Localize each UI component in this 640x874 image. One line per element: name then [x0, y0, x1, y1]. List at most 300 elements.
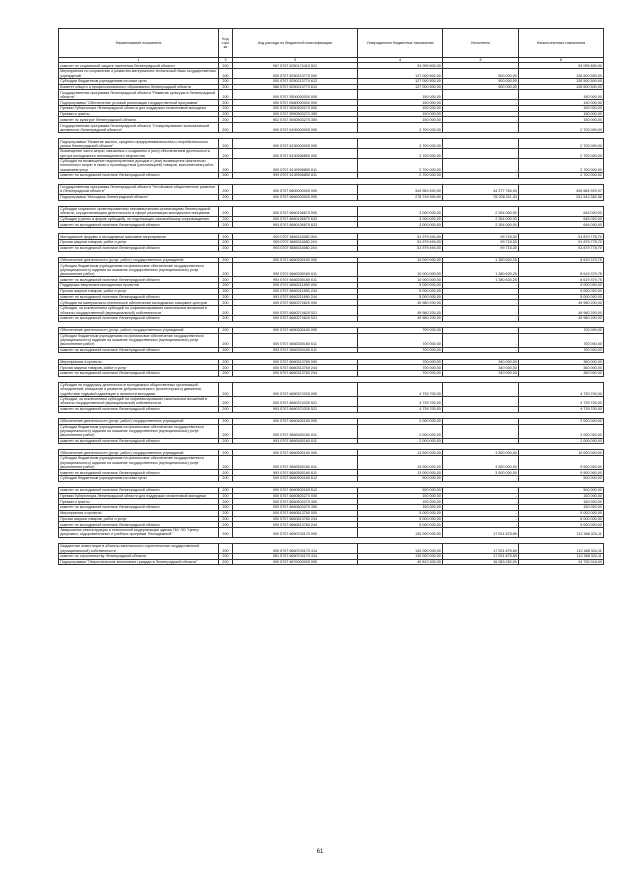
- row-remaining: 360 000,00: [519, 365, 604, 371]
- row-approved: 2 700 000,00: [358, 123, 443, 133]
- row-line-code: 200: [219, 418, 233, 424]
- row-line-code: 200: [219, 283, 233, 289]
- row-approved: 5 000 000,00: [358, 283, 443, 289]
- row-approved: 3 000 000,00: [358, 206, 443, 216]
- row-approved: 2 700 000,00: [358, 159, 443, 173]
- row-remaining: 2 700 000,00: [519, 139, 604, 149]
- row-executed: 1 380 620,25: [443, 277, 519, 283]
- row-approved: 10 000 000,00: [358, 277, 443, 283]
- row-remaining: 2 000 000,00: [519, 418, 604, 424]
- row-budget-code: 000 0707 6660106670 633: [233, 216, 358, 222]
- row-remaining: 360 000,00: [519, 359, 604, 365]
- row-approved: 127 000 500,00: [358, 78, 443, 84]
- row-approved: 700 000,00: [358, 327, 443, 333]
- table-row: [59, 149, 604, 159]
- row-budget-code: 000 0707 5550503270 000: [233, 106, 358, 112]
- row-budget-code: 000 0707 6130906850 811: [233, 159, 358, 173]
- row-name: Комитет общего и профессионального образования Ленинградской области: [59, 84, 219, 90]
- table-body: [59, 63, 604, 565]
- row-line-code: 200: [219, 139, 233, 149]
- row-line-code: 200: [219, 315, 233, 321]
- table-row: [59, 90, 604, 100]
- row-budget-code: 986 0707 5250213770 612: [233, 84, 358, 90]
- row-name: Мероприятия и проекты: [59, 510, 219, 516]
- row-budget-code: 902 0707 5550503270 350: [233, 117, 358, 123]
- row-executed: 44 277 764,00: [443, 184, 519, 194]
- row-executed: 99 715,30: [443, 240, 519, 246]
- row-line-code: 200: [219, 257, 233, 263]
- row-executed: -: [443, 123, 519, 133]
- row-line-code: 200: [219, 327, 233, 333]
- row-budget-code: 000 0707 6660603270 350: [233, 499, 358, 505]
- row-budget-code: 000 0707 6660211690 000: [233, 283, 358, 289]
- row-remaining: 500 000,00: [519, 487, 604, 493]
- row-approved: 127 000 500,00: [358, 84, 443, 90]
- row-remaining: 150 000,00: [519, 106, 604, 112]
- row-name: Бюджетные инвестиции в объекты капитального строительства государственной (муниципальной) собственности: [59, 544, 219, 554]
- row-line-code: 200: [219, 544, 233, 554]
- row-line-code: 200: [219, 371, 233, 377]
- row-approved: 2 000 000,00: [358, 424, 443, 438]
- row-name: Субсидии бюджетным учреждениям на финансовое обеспечение государственного (муниципального) задания на оказание государственных (муниципальных) услуг (выполнение работ): [59, 424, 219, 438]
- row-budget-code: 000 0707 6660300160 000: [233, 327, 358, 333]
- row-budget-code: 981 0707 6660704170 414: [233, 553, 358, 559]
- row-line-code: 200: [219, 306, 233, 316]
- column-number: 5: [443, 57, 519, 63]
- row-approved: 150 000,00: [358, 90, 443, 100]
- row-remaining: 150 000,00: [519, 111, 604, 117]
- column-number: 3: [233, 57, 358, 63]
- row-line-code: 200: [219, 359, 233, 365]
- row-line-code: 200: [219, 63, 233, 69]
- row-executed: 340 000,00: [443, 359, 519, 365]
- row-remaining: 5 000 000,00: [519, 516, 604, 522]
- row-executed: -: [443, 117, 519, 123]
- row-name: Обеспечение деятельности (услуг, работ) государственных учреждений: [59, 327, 219, 333]
- row-line-code: 200: [219, 522, 233, 528]
- row-executed: 16 083 282,00: [443, 559, 519, 565]
- row-remaining: 5 000 000,00: [519, 522, 604, 528]
- row-name: комитет по молодежной политике Ленинградской области: [59, 371, 219, 377]
- row-line-code: 200: [219, 510, 233, 516]
- header-approved: Утвержденные бюджетные назначения: [358, 29, 443, 58]
- table-row: [59, 139, 604, 149]
- row-line-code: 200: [219, 424, 233, 438]
- row-executed: -: [443, 505, 519, 511]
- row-line-code: 200: [219, 438, 233, 444]
- row-approved: 51 979 494,00: [358, 234, 443, 240]
- row-remaining: 305 684 929,97: [519, 184, 604, 194]
- row-executed: -: [443, 382, 519, 396]
- row-remaining: 646 000,00: [519, 206, 604, 216]
- row-line-code: 200: [219, 528, 233, 538]
- row-executed: 500 000,00: [443, 78, 519, 84]
- row-budget-code: 993 0707 6130906850 811: [233, 173, 358, 179]
- row-budget-code: 000 0707 6660500160 612: [233, 475, 358, 481]
- row-name: комитет по культуре Ленинградской области: [59, 117, 219, 123]
- row-executed: 340 000,00: [443, 365, 519, 371]
- row-remaining: 150 000,00: [519, 493, 604, 499]
- row-line-code: 200: [219, 100, 233, 106]
- row-name: Прочая закупка товаров, работ и услуг: [59, 288, 219, 294]
- row-budget-code: 000 0707 6660000000 000: [233, 194, 358, 200]
- row-name: Подпрограмма "Патриотическое воспитание граждан в Ленинградской области": [59, 559, 219, 565]
- row-remaining: 8 619 379,75: [519, 257, 604, 263]
- table-row: [59, 544, 604, 554]
- row-name: Мероприятия и проекты: [59, 359, 219, 365]
- row-approved: 40 813 300,00: [358, 559, 443, 565]
- row-budget-code: 993 0707 6660111680 244: [233, 245, 358, 251]
- row-name: Прочая закупка товаров, работ и услуг: [59, 240, 219, 246]
- row-approved: 3 000 000,00: [358, 222, 443, 228]
- row-remaining: 9 500 000,00: [519, 456, 604, 470]
- row-executed: -: [443, 510, 519, 516]
- row-remaining: 700 000,00: [519, 333, 604, 347]
- row-remaining: 51 879 778,70: [519, 240, 604, 246]
- row-remaining: 4 739 700,00: [519, 382, 604, 396]
- table-row: [59, 424, 604, 438]
- header-name: Наименование показателя: [59, 29, 219, 58]
- row-executed: -: [443, 396, 519, 406]
- row-name: Обеспечение деятельности (услуг, работ) государственных учреждений: [59, 257, 219, 263]
- row-budget-code: 993 0707 6660106670 633: [233, 222, 358, 228]
- row-name: комитет по молодежной политике Ленинградской области: [59, 315, 219, 321]
- row-approved: 2 000 000,00: [358, 418, 443, 424]
- row-budget-code: 000 0707 6600000000 000: [233, 184, 358, 194]
- row-remaining: 646 000,00: [519, 216, 604, 222]
- row-remaining: 9 500 000,00: [519, 470, 604, 476]
- row-remaining: 112 468 324,11: [519, 553, 604, 559]
- row-budget-code: 000 0707 5250213770 612: [233, 78, 358, 84]
- row-name: Молодежные форумы и молодежные массовые мероприятия: [59, 234, 219, 240]
- row-remaining: 8 619 379,75: [519, 263, 604, 277]
- row-line-code: 200: [219, 123, 233, 133]
- row-executed: -: [443, 139, 519, 149]
- row-budget-code: 000 0707 6100000000 000: [233, 123, 358, 133]
- row-approved: 2 700 000,00: [358, 139, 443, 149]
- row-name: Субсидии бюджетным учреждениям на финансовое обеспечение государственного (муниципального) задания на оказание государственных (муниципальных) услуг (выполнение работ): [59, 456, 219, 470]
- row-budget-code: 993 0707 6660613760 244: [233, 522, 358, 528]
- row-budget-code: 000 0707 6660200160 000: [233, 257, 358, 263]
- row-line-code: 200: [219, 470, 233, 476]
- row-approved: 4 739 700,00: [358, 406, 443, 412]
- row-executed: -: [443, 173, 519, 179]
- column-number: 4: [358, 57, 443, 63]
- row-remaining: 150 000,00: [519, 100, 604, 106]
- row-remaining: 49 980 200,00: [519, 300, 604, 306]
- row-name: комитет по молодежной политике Ленинградской области: [59, 347, 219, 353]
- row-line-code: 200: [219, 222, 233, 228]
- row-line-code: 200: [219, 456, 233, 470]
- row-name: Субсидии бюджетным учреждениям на финансовое обеспечение государственного (муниципального) задания на оказание государственных (муниципальных) услуг (выполнение работ): [59, 333, 219, 347]
- row-line-code: 200: [219, 206, 233, 216]
- row-remaining: 2 000 000,00: [519, 438, 604, 444]
- row-name: комитет по молодежной политике Ленинградской области: [59, 277, 219, 283]
- row-name: Субсидии на материально-техническое обеспечение молодежных коворкинг-центров: [59, 300, 219, 306]
- table-row: [59, 159, 604, 173]
- row-line-code: 200: [219, 333, 233, 347]
- row-approved: 130 000 000,00: [358, 553, 443, 559]
- row-remaining: 2 700 000,00: [519, 159, 604, 173]
- row-executed: 500 000,00: [443, 69, 519, 79]
- row-approved: 500 000,00: [358, 475, 443, 481]
- row-approved: 5 000 000,00: [358, 294, 443, 300]
- row-name: комитет по молодежной политике Ленинградской области: [59, 522, 219, 528]
- row-budget-code: 000 0707 6660500160 611: [233, 456, 358, 470]
- row-remaining: 251 543 382,56: [519, 194, 604, 200]
- row-executed: 1 380 620,25: [443, 257, 519, 263]
- row-executed: -: [443, 522, 519, 528]
- row-remaining: 51 879 778,70: [519, 234, 604, 240]
- row-line-code: 200: [219, 117, 233, 123]
- row-executed: -: [443, 283, 519, 289]
- row-remaining: 2 000 000,00: [519, 424, 604, 438]
- row-name: Субсидии (гранты в форме субсидий), не подлежащие казначейскому сопровождению: [59, 216, 219, 222]
- row-executed: 2 354 000,00: [443, 222, 519, 228]
- row-executed: -: [443, 487, 519, 493]
- table-row: [59, 333, 604, 347]
- row-line-code: 200: [219, 78, 233, 84]
- row-name: Субсидии на поддержку деятельности молодежных общественных организаций, объединений, инициатив и развитие добровольческого (волонтерского) движения, содействия трудовой адаптации и занятости молодежи: [59, 382, 219, 396]
- row-executed: -: [443, 111, 519, 117]
- row-line-code: 200: [219, 475, 233, 481]
- table-header-row: [59, 29, 604, 58]
- row-remaining: 700 000,00: [519, 347, 604, 353]
- row-approved: 150 000,00: [358, 100, 443, 106]
- row-line-code: 200: [219, 173, 233, 179]
- row-name: Поддержка творческих молодежных проектов: [59, 283, 219, 289]
- row-approved: 2 700 000,00: [358, 149, 443, 159]
- row-budget-code: 967 0707 5250174410 521: [233, 63, 358, 69]
- row-approved: 4 739 700,00: [358, 396, 443, 406]
- row-line-code: 200: [219, 300, 233, 306]
- row-executed: 99 715,30: [443, 234, 519, 240]
- row-name: Государственная программа Ленинградской области "Развитие культуры в Ленинградской области": [59, 90, 219, 100]
- row-approved: 51 979 494,00: [358, 245, 443, 251]
- column-number: 6: [519, 57, 604, 63]
- table-row: [59, 69, 604, 79]
- row-budget-code: 000 0707 6660613760 244: [233, 516, 358, 522]
- row-budget-code: 993 0707 6660500160 611: [233, 470, 358, 476]
- row-budget-code: 000 0707 6660374330 521: [233, 396, 358, 406]
- row-budget-code: 000 0707 6660374330 000: [233, 382, 358, 396]
- row-line-code: 200: [219, 277, 233, 283]
- row-executed: 340 000,00: [443, 371, 519, 377]
- table-row: [59, 306, 604, 316]
- row-remaining: 8 619 379,75: [519, 277, 604, 283]
- row-executed: -: [443, 347, 519, 353]
- row-executed: 17 531 675,89: [443, 528, 519, 538]
- row-budget-code: 000 0707 6660613760 000: [233, 510, 358, 516]
- row-executed: 25 206 011,44: [443, 194, 519, 200]
- row-remaining: 360 000,00: [519, 371, 604, 377]
- row-line-code: 200: [219, 450, 233, 456]
- row-executed: -: [443, 159, 519, 173]
- row-budget-code: 000 0707 6660111680 244: [233, 240, 358, 246]
- row-name: Субсидии, за исключением субсидий на софинансирование капитальных вложений в объекты государственной (муниципальной) собственности: [59, 306, 219, 316]
- row-line-code: 200: [219, 487, 233, 493]
- row-name: комитет по молодежной политике Ленинградской области: [59, 245, 219, 251]
- row-line-code: 200: [219, 184, 233, 194]
- row-approved: 276 749 394,00: [358, 194, 443, 200]
- row-budget-code: 993 0707 6660200160 611: [233, 277, 358, 283]
- row-approved: 150 000,00: [358, 111, 443, 117]
- row-approved: 150 000,00: [358, 117, 443, 123]
- row-name: Завершение реконструкции и технической модернизации здания ГБУ ЛО "Центр досуговых, оздоровительных и учебных программ "Молодежный": [59, 528, 219, 538]
- row-budget-code: 000 0707 6660274620 000: [233, 300, 358, 306]
- row-line-code: 200: [219, 90, 233, 100]
- row-name: Премии Губернатора Ленинградской области для поддержки талантливой молодежи: [59, 493, 219, 499]
- row-line-code: 200: [219, 559, 233, 565]
- row-approved: 500 000,00: [358, 487, 443, 493]
- row-remaining: 93 095 800,00: [519, 63, 604, 69]
- row-name: комитет по молодежной политике Ленинградской области: [59, 487, 219, 493]
- row-remaining: 126 500 500,00: [519, 78, 604, 84]
- page-number: 61: [316, 849, 324, 855]
- table-row: [59, 456, 604, 470]
- row-executed: -: [443, 100, 519, 106]
- row-approved: 4 739 700,00: [358, 382, 443, 396]
- row-approved: 130 000 000,00: [358, 528, 443, 538]
- row-budget-code: 000 0707 6660704170 000: [233, 528, 358, 538]
- row-budget-code: 000 0707 6660211690 244: [233, 288, 358, 294]
- row-remaining: 49 980 200,00: [519, 315, 604, 321]
- row-approved: 700 000,00: [358, 347, 443, 353]
- row-budget-code: 000 0707 6660704170 414: [233, 544, 358, 554]
- row-line-code: 200: [219, 347, 233, 353]
- row-executed: -: [443, 306, 519, 316]
- row-budget-code: 993 0707 6660313760 244: [233, 371, 358, 377]
- row-budget-code: 000 0707 6660603270 000: [233, 493, 358, 499]
- row-executed: -: [443, 90, 519, 100]
- row-remaining: 5 000 000,00: [519, 283, 604, 289]
- row-approved: 5 000 000,00: [358, 510, 443, 516]
- row-remaining: 5 000 000,00: [519, 288, 604, 294]
- row-name: комитет по молодежной политике Ленинградской области: [59, 406, 219, 412]
- row-line-code: 200: [219, 493, 233, 499]
- row-name: Возмещение части затрат, связанных с созданием и (или) обеспечением деятельности центра молодежного инновационного творчества: [59, 149, 219, 159]
- row-approved: 13 000 000,00: [358, 456, 443, 470]
- row-budget-code: 993 0707 6660211690 244: [233, 294, 358, 300]
- row-remaining: 126 500 500,00: [519, 69, 604, 79]
- row-name: Премии и гранты: [59, 499, 219, 505]
- row-line-code: 200: [219, 505, 233, 511]
- row-name: Обеспечение деятельности (услуг, работ) государственных учреждений: [59, 450, 219, 456]
- row-budget-code: 000 0707 6670000000 000: [233, 559, 358, 565]
- row-executed: 17 531 675,89: [443, 553, 519, 559]
- row-approved: 51 979 494,00: [358, 240, 443, 246]
- row-line-code: 200: [219, 240, 233, 246]
- row-remaining: 150 000,00: [519, 117, 604, 123]
- row-remaining: 700 000,00: [519, 327, 604, 333]
- row-executed: 3 500 000,00: [443, 470, 519, 476]
- row-name: комитет по молодежной политике Ленинградской области: [59, 470, 219, 476]
- row-approved: 5 000 000,00: [358, 516, 443, 522]
- row-executed: 2 354 000,00: [443, 216, 519, 222]
- row-line-code: 200: [219, 149, 233, 159]
- budget-execution-table: [58, 28, 604, 565]
- table-row: [59, 396, 604, 406]
- row-approved: 49 980 200,00: [358, 315, 443, 321]
- row-approved: 3 000 000,00: [358, 216, 443, 222]
- row-line-code: 200: [219, 106, 233, 112]
- row-executed: -: [443, 294, 519, 300]
- table-row: [59, 559, 604, 565]
- row-name: Субсидии социально ориентированным некоммерческим организациям Ленинградской области, осуществляющим деятельность в сфере реализации молодежных инициатив: [59, 206, 219, 216]
- row-name: Субсидии бюджетным учреждениям на иные цели: [59, 78, 219, 84]
- row-remaining: 112 468 324,11: [519, 528, 604, 538]
- row-budget-code: 000 0707 6660500160 000: [233, 450, 358, 456]
- row-executed: -: [443, 315, 519, 321]
- row-remaining: 500 000,00: [519, 475, 604, 481]
- row-executed: -: [443, 106, 519, 112]
- row-executed: -: [443, 327, 519, 333]
- row-executed: -: [443, 438, 519, 444]
- table-row: [59, 263, 604, 277]
- row-name: Обеспечение деятельности (услуг, работ) государственных учреждений: [59, 418, 219, 424]
- header-executed: Исполнено: [443, 29, 519, 58]
- table-row: [59, 206, 604, 216]
- row-budget-code: 993 0707 6660603270 350: [233, 505, 358, 511]
- row-executed: -: [443, 499, 519, 505]
- row-line-code: 200: [219, 516, 233, 522]
- header-budget-code: Код расхода по бюджетной классификации: [233, 29, 358, 58]
- row-approved: 49 980 200,00: [358, 306, 443, 316]
- row-name: комитет по молодежной политике Ленинградской области: [59, 222, 219, 228]
- row-budget-code: 000 0707 6660313760 000: [233, 359, 358, 365]
- table-row: [59, 184, 604, 194]
- row-name: Премии и гранты: [59, 111, 219, 117]
- row-line-code: 200: [219, 159, 233, 173]
- row-executed: 99 715,30: [443, 245, 519, 251]
- row-line-code: 200: [219, 396, 233, 406]
- row-executed: 2 354 000,00: [443, 206, 519, 216]
- row-budget-code: 000 0707 6660106670 000: [233, 206, 358, 216]
- row-remaining: 49 980 200,00: [519, 306, 604, 316]
- header-line-code: Код стро ки: [219, 29, 233, 58]
- row-approved: 5 000 000,00: [358, 288, 443, 294]
- row-approved: 13 000 000,00: [358, 470, 443, 476]
- row-remaining: 2 700 000,00: [519, 173, 604, 179]
- row-name: Прочая закупка товаров, работ и услуг: [59, 365, 219, 371]
- row-remaining: 5 000 000,00: [519, 510, 604, 516]
- row-line-code: 200: [219, 111, 233, 117]
- row-executed: -: [443, 424, 519, 438]
- row-approved: 13 500 000,00: [358, 450, 443, 456]
- row-remaining: 150 000,00: [519, 499, 604, 505]
- row-name: Прочая закупка товаров, работ и услуг: [59, 516, 219, 522]
- row-name: Государственная программа Ленинградской области "Устойчивое общественное развитие в Ленинградской области": [59, 184, 219, 194]
- row-budget-code: 993 0707 6660400160 611: [233, 438, 358, 444]
- row-remaining: 51 879 778,70: [519, 245, 604, 251]
- row-approved: 130 000 000,00: [358, 544, 443, 554]
- row-approved: 150 000,00: [358, 499, 443, 505]
- row-executed: -: [443, 475, 519, 481]
- row-remaining: 5 000 000,00: [519, 294, 604, 300]
- row-name: Субсидии бюджетным учреждениям на иные цели: [59, 475, 219, 481]
- row-approved: 10 000 000,00: [358, 263, 443, 277]
- row-remaining: 10 000 000,00: [519, 450, 604, 456]
- row-approved: 150 000,00: [358, 493, 443, 499]
- row-executed: -: [443, 300, 519, 306]
- row-budget-code: 000 0707 6660313760 244: [233, 365, 358, 371]
- row-budget-code: 000 0707 6660400160 000: [233, 418, 358, 424]
- row-name: Подпрограмма "Обеспечение условий реализации государственной программы": [59, 100, 219, 106]
- row-budget-code: 000 0707 6660111680 000: [233, 234, 358, 240]
- row-budget-code: 000 0707 6660400160 611: [233, 424, 358, 438]
- row-approved: 700 000,00: [358, 359, 443, 365]
- row-remaining: 646 000,00: [519, 222, 604, 228]
